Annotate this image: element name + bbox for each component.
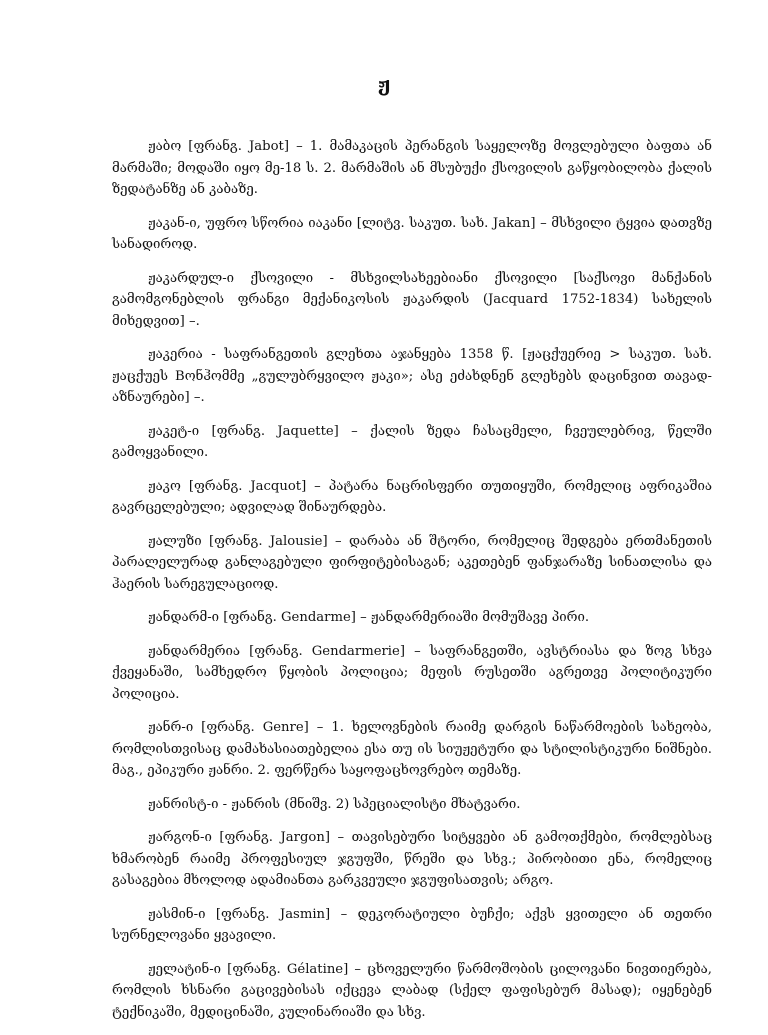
dictionary-entry-jacquot: ჟაკო [ფრანგ. Jacquot] – პატარა ნაცრისფერი თუთიყუში, რომელიც აფრიკაშია გავრცელებული; ადვილად შინაურდება.	[112, 478, 712, 515]
dictionary-entry-genrist: ჟანრისტ-ი - ჟანრის (მნიშვ. 2) სპეციალისტი მხატვარი.	[148, 796, 521, 812]
dictionary-entry-gendarmerie: ჟანდარმერია [ფრანგ. Gendarmerie] – საფრანგეთში, ავსტრიასა და ზოგ სხვა ქვეყანაში, სამხედრო წყობის პოლიცია; მეფის რუსეთში აგრეთვე პოლიტიკური პოლიცია.	[112, 643, 712, 702]
dictionary-entry-jargon: ჟარგონ-ი [ფრანგ. Jargon] – თავისებური სიტყვები ან გამოთქმები, რომლებსაც ხმარობენ რაიმე პროფესიულ ჯგუფში, წრეში და სხვ.; პირობითი ენა, რომელიც გასაგებია მხოლოდ ადამიანთა გარკვეული ჯგუფისათვის; არგო.	[112, 830, 712, 888]
dictionary-entry-jakan: ჟაკან-ი, უფრო სწორია იაკანი [ლიტვ. საკუთ. სახ. Jakan] – მსხვილი ტყვია დათვზე სანადიროდ.	[112, 215, 712, 252]
letter-heading: ჟ	[377, 72, 391, 96]
dictionary-entry-jacquerie: ჟაკერია - საფრანგეთის გლეხთა აჯანყება 1358 წ. [ჟაცქუერიე > საკუთ. სახ. ჟაცქუეს Bონჰომმე „გულუბრყვილო ჟაკი»; ასე ეძახდნენ გლეხებს დაცინვით თავად-აზნაურები] –.	[112, 347, 712, 405]
dictionary-entry-genre: ჟანრ-ი [ფრანგ. Genre] – 1. ხელოვნების რაიმე დარგის ნაწარმოების სახეობა, რომლისთვისაც დამახასიათებელია ესა თუ ის სიუჟეტური და სტილისტიკური ნიშნები. მაგ., ეპიკური ჟანრი. 2. ფერწერა საყოფაცხოვრებო თემაზე.	[112, 720, 712, 778]
dictionary-entry-jacquard: ჟაკარდულ-ი ქსოვილი - მსხვილსახეებიანი ქსოვილი [საქსოვი მანქანის გამომგონებლის ფრანგი მექანიკოსის ჟაკარდის (Jacquard 1752-1834) სახელის მიხედვით] –.	[112, 270, 712, 329]
dictionary-entry-jaquette: ჟაკეტ-ი [ფრანგ. Jaquette] – ქალის ზედა ჩასაცმელი, ჩვეულებრივ, წელში გამოყვანილი.	[112, 423, 712, 460]
dictionary-entry-jalousie: ჟალუზი [ფრანგ. Jalousie] – დარაბა ან შტორი, რომელიც შედგება ერთმანეთის პარალელურად განლაგებული ფირფიტებისაგან; აკეთებენ ფანჯარაზე სინათლისა და ჰაერის სარეგულაციოდ.	[112, 533, 712, 592]
dictionary-entries	[112, 136, 712, 1035]
dictionary-entry-jasmin: ჟასმინ-ი [ფრანგ. Jasmin] – დეკორატიული ბუჩქი; აქვს ყვითელი ან თეთრი სურნელოვანი ყვავილი.	[112, 906, 712, 943]
dictionary-entry-gendarme: ჟანდარმ-ი [ფრანგ. Gendarme] – ჟანდარმერიაში მომუშავე პირი.	[148, 610, 590, 625]
dictionary-entry-jabot: ჟაბო [ფრანგ. Jabot] – 1. მამაკაცის პერანგის საყელოზე მოვლებული ბაფთა ან მარმაში; მოდაში იყო მე-18 ს. 2. მარმაშის ან მსუბუქი ქსოვილის გაწყობილობა ქალის ზედატანზე ან კაბაზე.	[112, 139, 712, 197]
dictionary-entry-gelatine: ჟელატინ-ი [ფრანგ. Gélatine] – ცხოველური წარმოშობის ცილოვანი ნივთიერება, რომლის ხსნარი გაცივებისას იქცევა ლაბად (სქელ ფაფისებურ მასად); იყენებენ ტექნიკაში, მედიცინაში, კულინარიაში და სხვ.	[112, 961, 712, 1020]
